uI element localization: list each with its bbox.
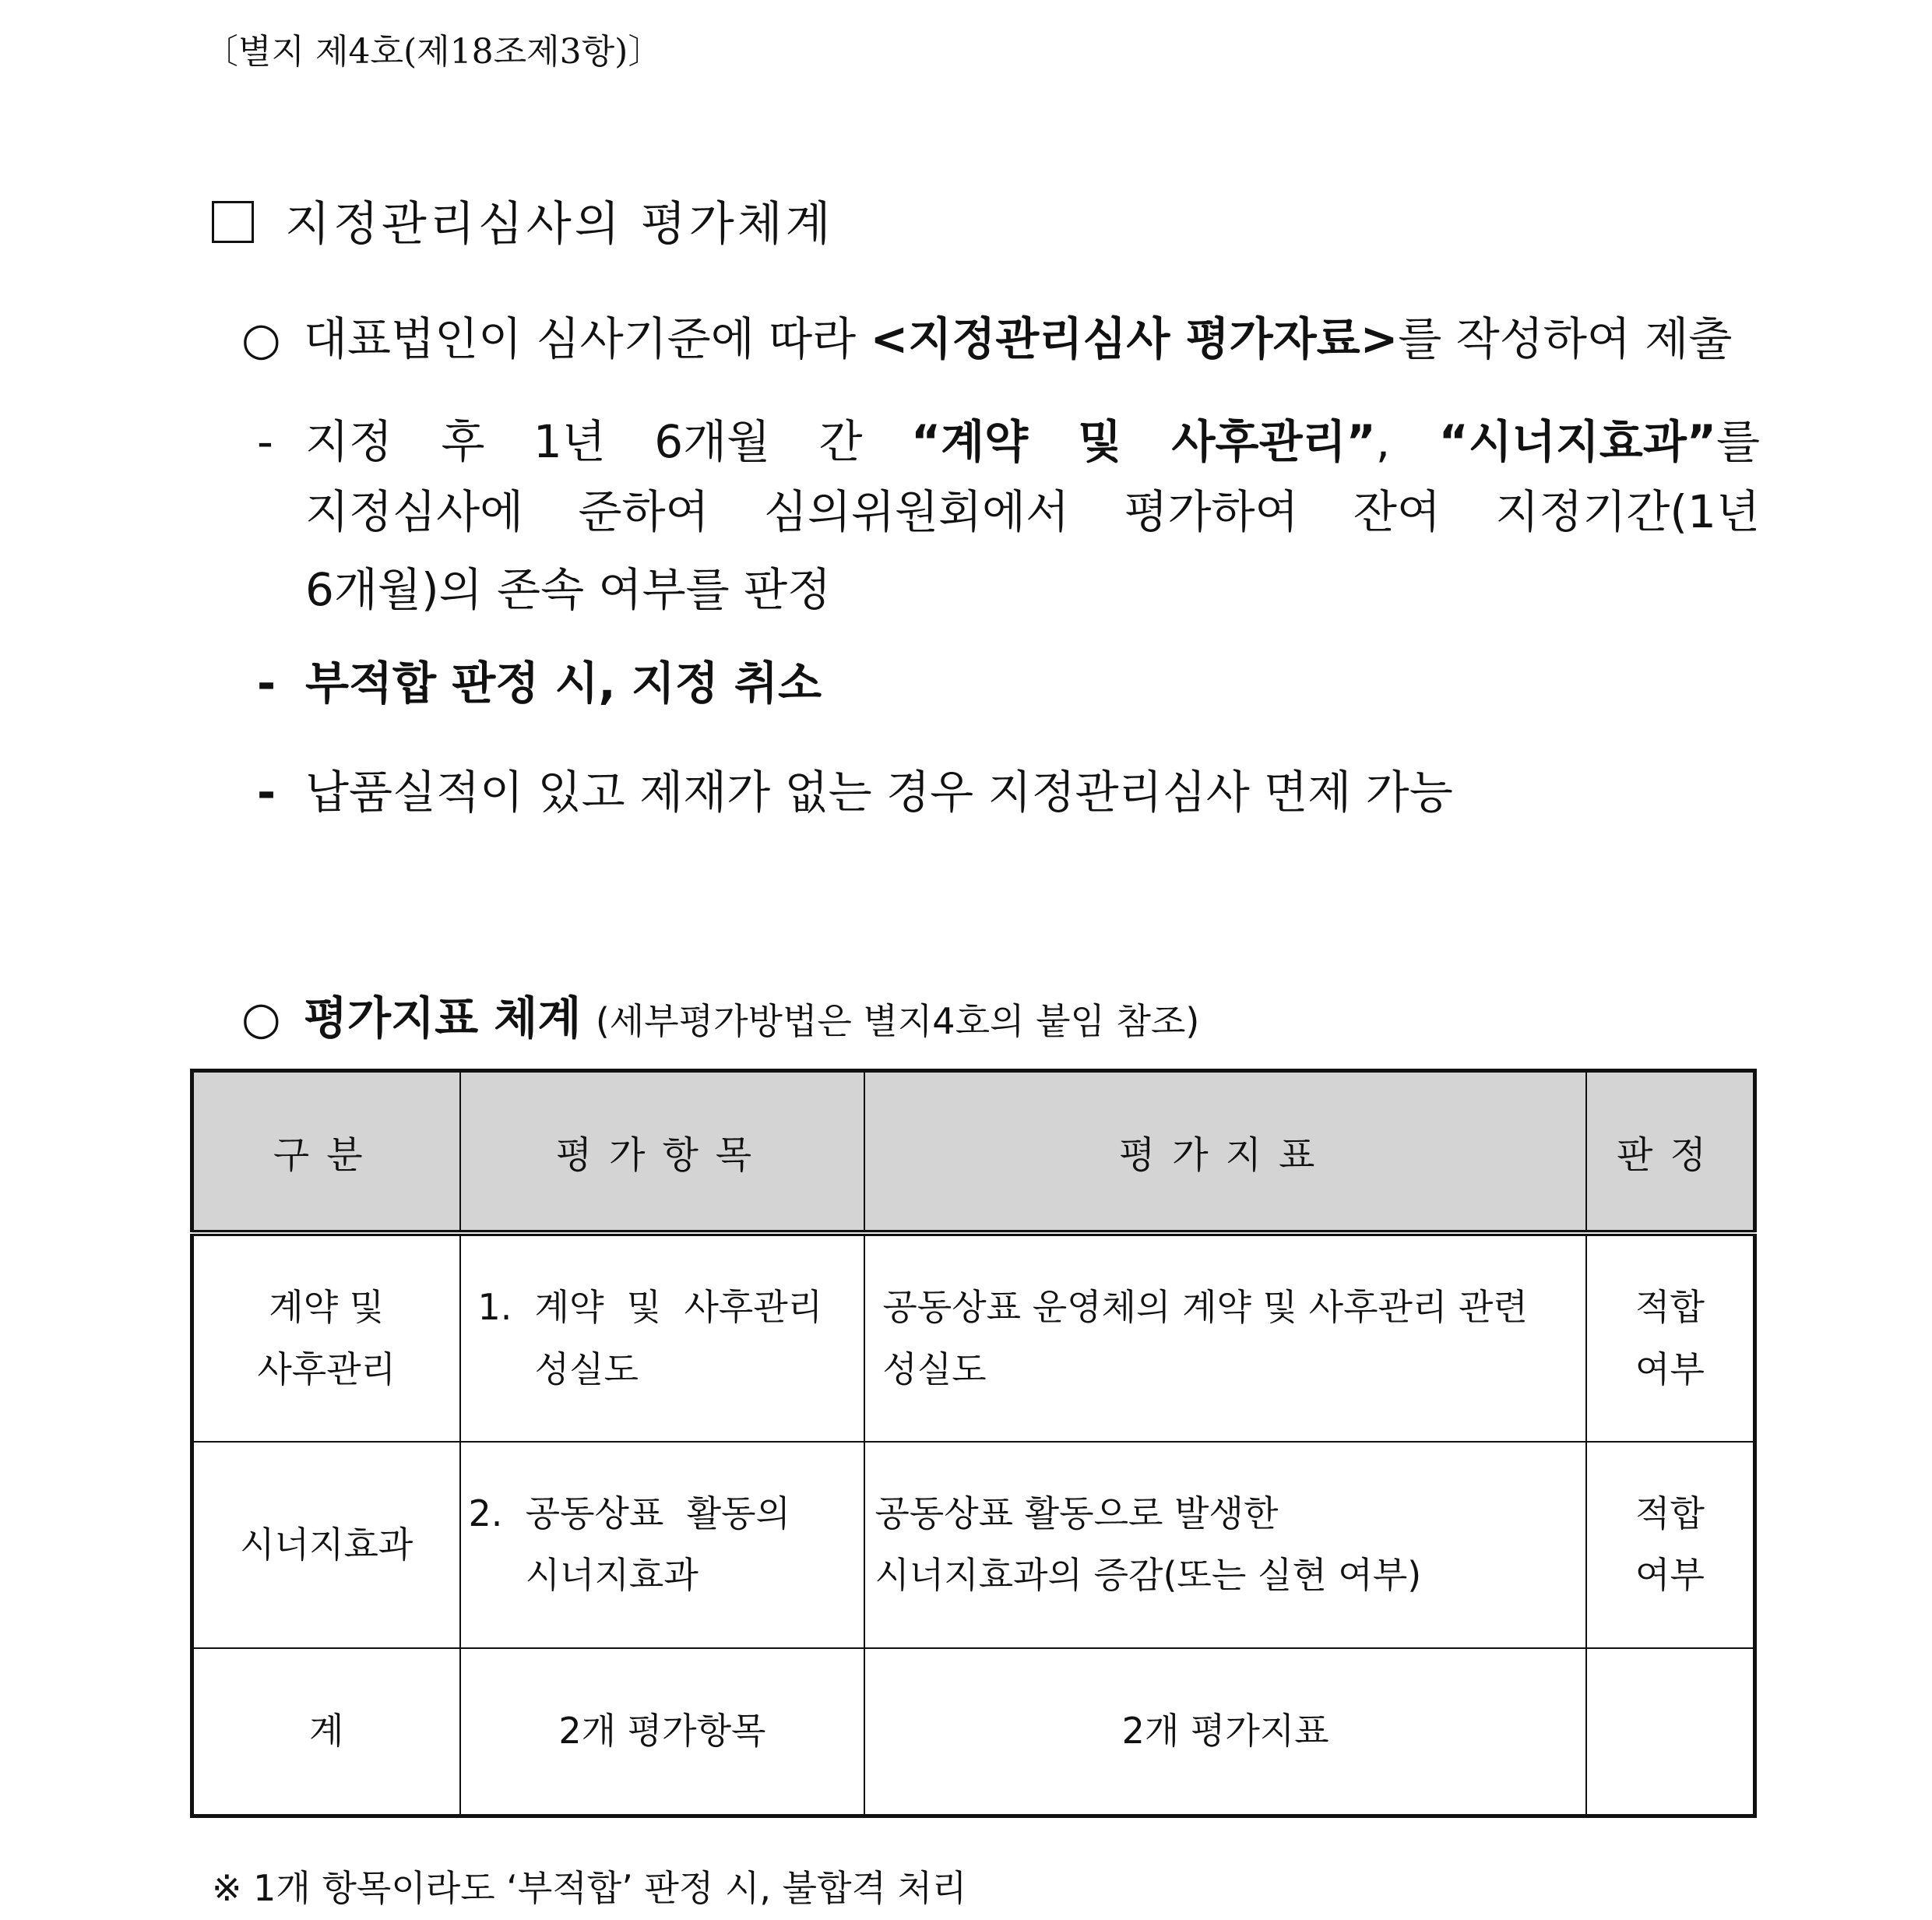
header-category: 구분: [192, 1071, 460, 1234]
footnote: ※ 1개 항목이라도 ‘부적합’ 판정 시, 불합격 처리: [212, 1867, 967, 1909]
dash1-text-e: 를: [1716, 415, 1761, 468]
bullet-submit: [241, 302, 1732, 368]
dash1-text-b: “계약 및 사후관리”: [911, 415, 1376, 468]
dash1-text-c: ,: [1375, 415, 1439, 468]
header-item: 평가항목: [460, 1071, 865, 1234]
dash-evaluation-line3: 6개월)의 존속 여부를 판정: [305, 563, 832, 616]
table-row: [192, 1442, 1755, 1648]
section-heading: [212, 187, 834, 254]
bullet-text-before: 대표법인이 심사기준에 따라: [304, 312, 871, 365]
cell-indicator: 공동상표 활동으로 발생한 시너지효과의 증감(또는 실현 여부): [864, 1442, 1586, 1648]
header-judgement: 판정: [1586, 1071, 1755, 1234]
circle-bullet-icon: ○: [241, 312, 281, 365]
cell-item: 2. 공동상표 활동의 시너지효과: [460, 1442, 865, 1648]
cell-category: 시너지효과: [192, 1442, 460, 1648]
heading-text: 지정관리심사의 평가체계: [285, 197, 834, 252]
indicator-title: 평가지표 체계: [304, 992, 582, 1045]
table-header-row: [192, 1071, 1755, 1234]
bullet-text-bold: <지정관리심사 평가자료>: [870, 312, 1399, 365]
evaluation-table: [190, 1069, 1757, 1818]
total-item: 2개 평가항목: [460, 1648, 865, 1816]
cell-category: 계약 및 사후관리: [192, 1233, 460, 1442]
total-category: 계: [192, 1648, 460, 1816]
dash1-text-d: “시너지효과”: [1438, 415, 1716, 468]
dash1-text-a: 지정 후 1년 6개월 간: [305, 415, 911, 468]
cell-item: 1. 계약 및 사후관리 성실도: [460, 1233, 865, 1442]
table-row: [192, 1233, 1755, 1442]
table-total-row: [192, 1648, 1755, 1816]
dash-marker: -: [257, 415, 273, 468]
dash-marker: -: [257, 766, 276, 819]
indicator-reference: (세부평가방법은 별지4호의 붙임 참조): [595, 1000, 1200, 1042]
total-indicator: 2개 평가지표: [864, 1648, 1586, 1816]
dash-evaluation-line1: [257, 405, 1760, 470]
dash-marker: -: [257, 657, 276, 710]
cell-indicator: 공동상표 운영체의 계약 및 사후관리 관련 성실도: [864, 1233, 1586, 1442]
attachment-label: 〔별지 제4호(제18조제3항)〕: [204, 32, 663, 72]
bullet-text-after: 를 작성하여 제출: [1398, 312, 1733, 365]
dash-evaluation-line2: 지정심사에 준하여 심의위원회에서 평가하여 잔여 지정기간(1년: [305, 485, 1760, 538]
checkbox-square-icon: [212, 201, 254, 243]
dash2-text: 부적합 판정 시, 지정 취소: [305, 657, 822, 710]
total-judgement: [1586, 1648, 1755, 1816]
dash-exemption: [257, 756, 1453, 821]
header-indicator: 평가지표: [864, 1071, 1586, 1234]
dash-revoke: [257, 646, 822, 712]
cell-judgement: 적합 여부: [1586, 1442, 1755, 1648]
bullet-indicator-system: [241, 981, 1199, 1047]
cell-judgement: 적합 여부: [1586, 1233, 1755, 1442]
dash3-text: 납품실적이 있고 제재가 없는 경우 지정관리심사 면제 가능: [305, 766, 1453, 819]
circle-bullet-icon: ○: [241, 992, 281, 1045]
